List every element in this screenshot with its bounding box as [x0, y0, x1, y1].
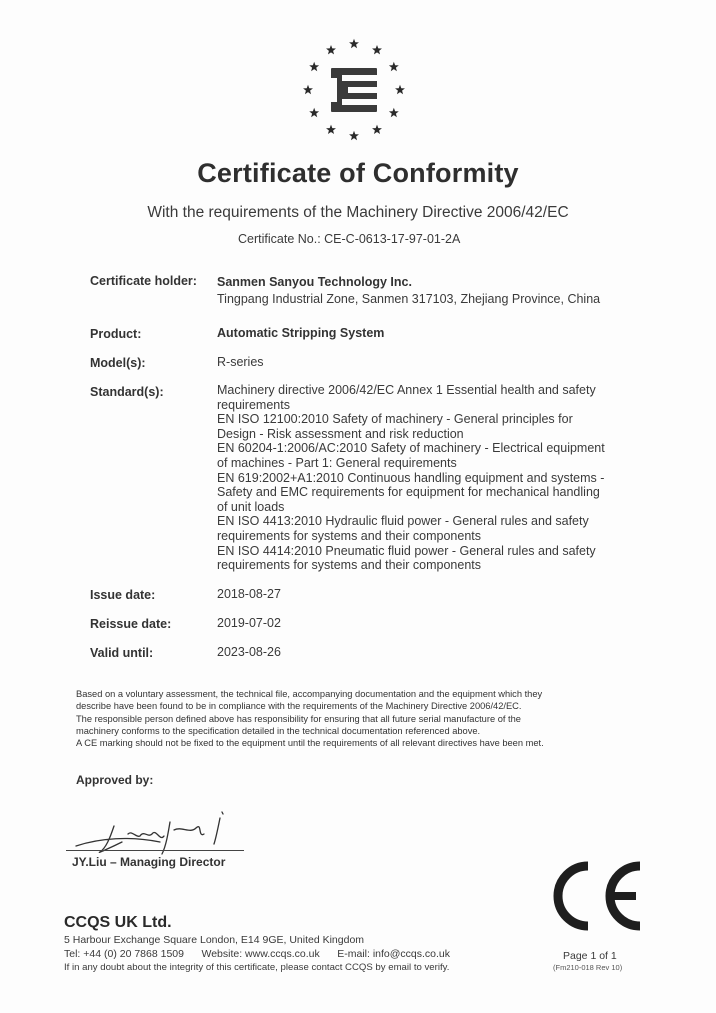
- model-value: R-series: [217, 355, 264, 369]
- standard-line: EN ISO 4414:2010 Pneumatic fluid power - General rules and safety: [217, 543, 596, 558]
- product-value: Automatic Stripping System: [217, 326, 385, 340]
- star-icon: [349, 131, 359, 140]
- verification-note: If in any doubt about the integrity of this certificate, please contact CCQS by email to verify.: [64, 962, 450, 973]
- reissue-date-value: 2019-07-02: [217, 616, 281, 630]
- note-line: Based on a voluntary assessment, the technical file, accompanying documentation and the equipment which they: [76, 689, 543, 699]
- model-label: Model(s):: [90, 356, 146, 370]
- product-label: Product:: [90, 327, 142, 341]
- issuer-contact: Tel: +44 (0) 20 7868 1509 Website: www.ccqs.co.uk E-mail: info@ccqs.co.uk: [64, 948, 451, 960]
- e-star-logo-icon: [298, 38, 410, 142]
- standard-line: Machinery directive 2006/42/EC Annex 1 Essential health and safety: [217, 383, 596, 397]
- standard-line: requirements for systems and their components: [217, 528, 482, 543]
- signature-line: [66, 850, 244, 851]
- standard-line: requirements: [217, 397, 290, 412]
- standard-line: requirements for systems and their components: [217, 558, 482, 573]
- note-line: describe have been found to be in compliance with the requirements of the Machinery Directive 2006/42/EC.: [76, 701, 522, 712]
- note-line: A CE marking should not be fixed to the equipment until the requirements of all relevant directives have been met.: [76, 738, 544, 749]
- standard-line: Design - Risk assessment and risk reduction: [217, 426, 464, 441]
- star-icon: [389, 108, 399, 117]
- standard-line: of machines - Part 1: General requirements: [217, 455, 457, 470]
- standard-line: EN ISO 12100:2010 Safety of machinery - General principles for: [217, 412, 573, 427]
- reissue-date-label: Reissue date:: [90, 617, 172, 631]
- page-title: Certificate of Conformity: [197, 158, 519, 188]
- standards-list: [217, 383, 605, 573]
- star-icon: [395, 85, 405, 94]
- star-icon: [326, 125, 336, 134]
- standards-label: Standard(s):: [90, 385, 164, 399]
- holder-name: Sanmen Sanyou Technology Inc.: [217, 275, 412, 289]
- issuer-company-name: CCQS UK Ltd.: [64, 914, 172, 931]
- star-icon: [309, 62, 319, 71]
- page-number: Page 1 of 1: [563, 950, 617, 962]
- issuer-address: 5 Harbour Exchange Square London, E14 9GE, United Kingdom: [64, 934, 365, 946]
- star-icon: [389, 62, 399, 71]
- valid-until-value: 2023-08-26: [217, 645, 281, 659]
- note-line: The responsible person defined above has responsibility for ensuring that all future serial manufacture of the: [76, 713, 521, 724]
- star-icon: [372, 125, 382, 134]
- valid-until-label: Valid until:: [90, 646, 154, 660]
- note-line: machinery conforms to the specification detailed in the technical documentation referenced above.: [76, 725, 481, 736]
- signer-name: JY.Liu – Managing Director: [72, 855, 226, 869]
- issue-date-value: 2018-08-27: [217, 587, 281, 601]
- directive-subtitle: With the requirements of the Machinery Directive 2006/42/EC: [147, 204, 569, 221]
- compliance-note: [76, 688, 646, 749]
- form-revision: (Fm210-018 Rev 10): [553, 963, 623, 972]
- holder-address: Tingpang Industrial Zone, Sanmen 317103, Zhejiang Province, China: [217, 292, 601, 306]
- standard-line: EN 619:2002+A1:2010 Continuous handling equipment and systems -: [217, 470, 605, 485]
- star-icon: [303, 85, 313, 94]
- star-icon: [309, 108, 319, 117]
- standard-line: EN 60204-1:2006/AC:2010 Safety of machinery - Electrical equipment: [217, 441, 605, 456]
- standard-line: Safety and EMC requirements for equipment for mechanical handling: [217, 485, 600, 500]
- certificate-number: Certificate No.: CE-C-0613-17-97-01-2A: [238, 232, 461, 246]
- standard-line: EN ISO 4413:2010 Hydraulic fluid power - General rules and safety: [217, 514, 589, 529]
- star-icon: [349, 39, 359, 48]
- holder-label: Certificate holder:: [90, 274, 197, 288]
- ce-mark-icon: [540, 858, 650, 934]
- star-icon: [326, 45, 336, 54]
- star-icon: [372, 45, 382, 54]
- standard-line: of unit loads: [217, 499, 285, 514]
- issue-date-label: Issue date:: [90, 588, 156, 602]
- approved-by-label: Approved by:: [76, 773, 154, 787]
